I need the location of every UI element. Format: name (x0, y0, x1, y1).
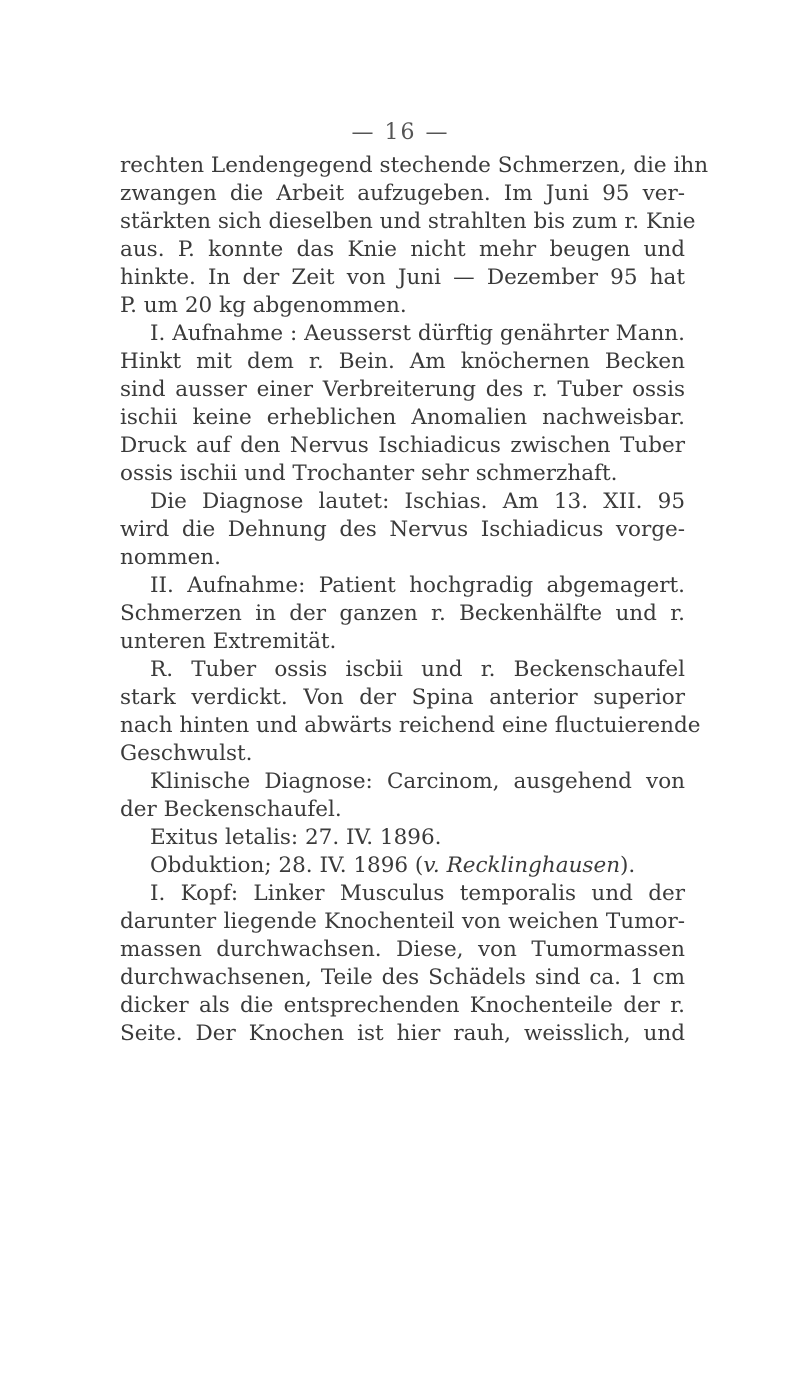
text-line: rechten Lendengegend stechende Schmerzen, die ihn (120, 153, 709, 178)
text-line: darunter liegende Knochenteil von weichen Tumor- (120, 909, 685, 934)
text-line: unteren Extremität. (120, 629, 337, 654)
text-line: Druck auf den Nervus Ischiadicus zwischen Tuber (120, 433, 685, 458)
text-line: R. Tuber ossis iscbii und r. Beckenschaufel (150, 657, 685, 682)
obduktion-text: Obduktion; 28. IV. 1896 ( (150, 853, 424, 878)
text-line: massen durchwachsen. Diese, von Tumormassen (120, 937, 685, 962)
text-line: nommen. (120, 545, 221, 570)
text-line: wird die Dehnung des Nervus Ischiadicus vorge- (120, 517, 685, 542)
text-line: aus. P. konnte das Knie nicht mehr beugen und (120, 237, 685, 262)
text-line: ischii keine erheblichen Anomalien nachweisbar. (120, 405, 685, 430)
text-line: nach hinten und abwärts reichend eine fluctuierende (120, 713, 701, 738)
text-line: P. um 20 kg abgenommen. (120, 293, 407, 318)
text-line: der Beckenschaufel. (120, 797, 342, 822)
text-line: Exitus letalis: 27. IV. 1896. (150, 825, 442, 850)
text-line: zwangen die Arbeit aufzugeben. Im Juni 95 ver- (120, 181, 685, 206)
text-line: Die Diagnose lautet: Ischias. Am 13. XII. 95 (150, 489, 685, 514)
text-line: Klinische Diagnose: Carcinom, ausgehend von (150, 769, 685, 794)
text-line: ossis ischii und Trochanter sehr schmerzhaft. (120, 461, 618, 486)
text-line: Seite. Der Knochen ist hier rauh, weisslich, und (120, 1021, 685, 1046)
obduktion-end: ). (620, 853, 636, 878)
text-line: stärkten sich dieselben und strahlten bis zum r. Knie (120, 209, 696, 234)
text-line: I. Kopf: Linker Musculus temporalis und der (150, 881, 685, 906)
author-citation: v. Recklinghausen (423, 853, 621, 878)
text-line: sind ausser einer Verbreiterung des r. Tuber ossis (120, 377, 685, 402)
text-line: I. Aufnahme : Aeusserst dürftig genährter Mann. (150, 321, 685, 346)
text-line: Hinkt mit dem r. Bein. Am knöchernen Becken (120, 349, 685, 374)
obduktion-line (150, 852, 685, 880)
text-line: stark verdickt. Von der Spina anterior superior (120, 685, 685, 710)
text-line: dicker als die entsprechenden Knochenteile der r. (120, 993, 685, 1018)
text-line: II. Aufnahme: Patient hochgradig abgemagert. (150, 573, 685, 598)
page-number-header: — 16 — (351, 120, 450, 145)
text-line: durchwachsenen, Teile des Schädels sind ca. 1 cm (120, 965, 685, 990)
text-line: Geschwulst. (120, 741, 253, 766)
text-line: Schmerzen in der ganzen r. Beckenhälfte und r. (120, 601, 685, 626)
text-line: hinkte. In der Zeit von Juni — Dezember 95 hat (120, 265, 685, 290)
